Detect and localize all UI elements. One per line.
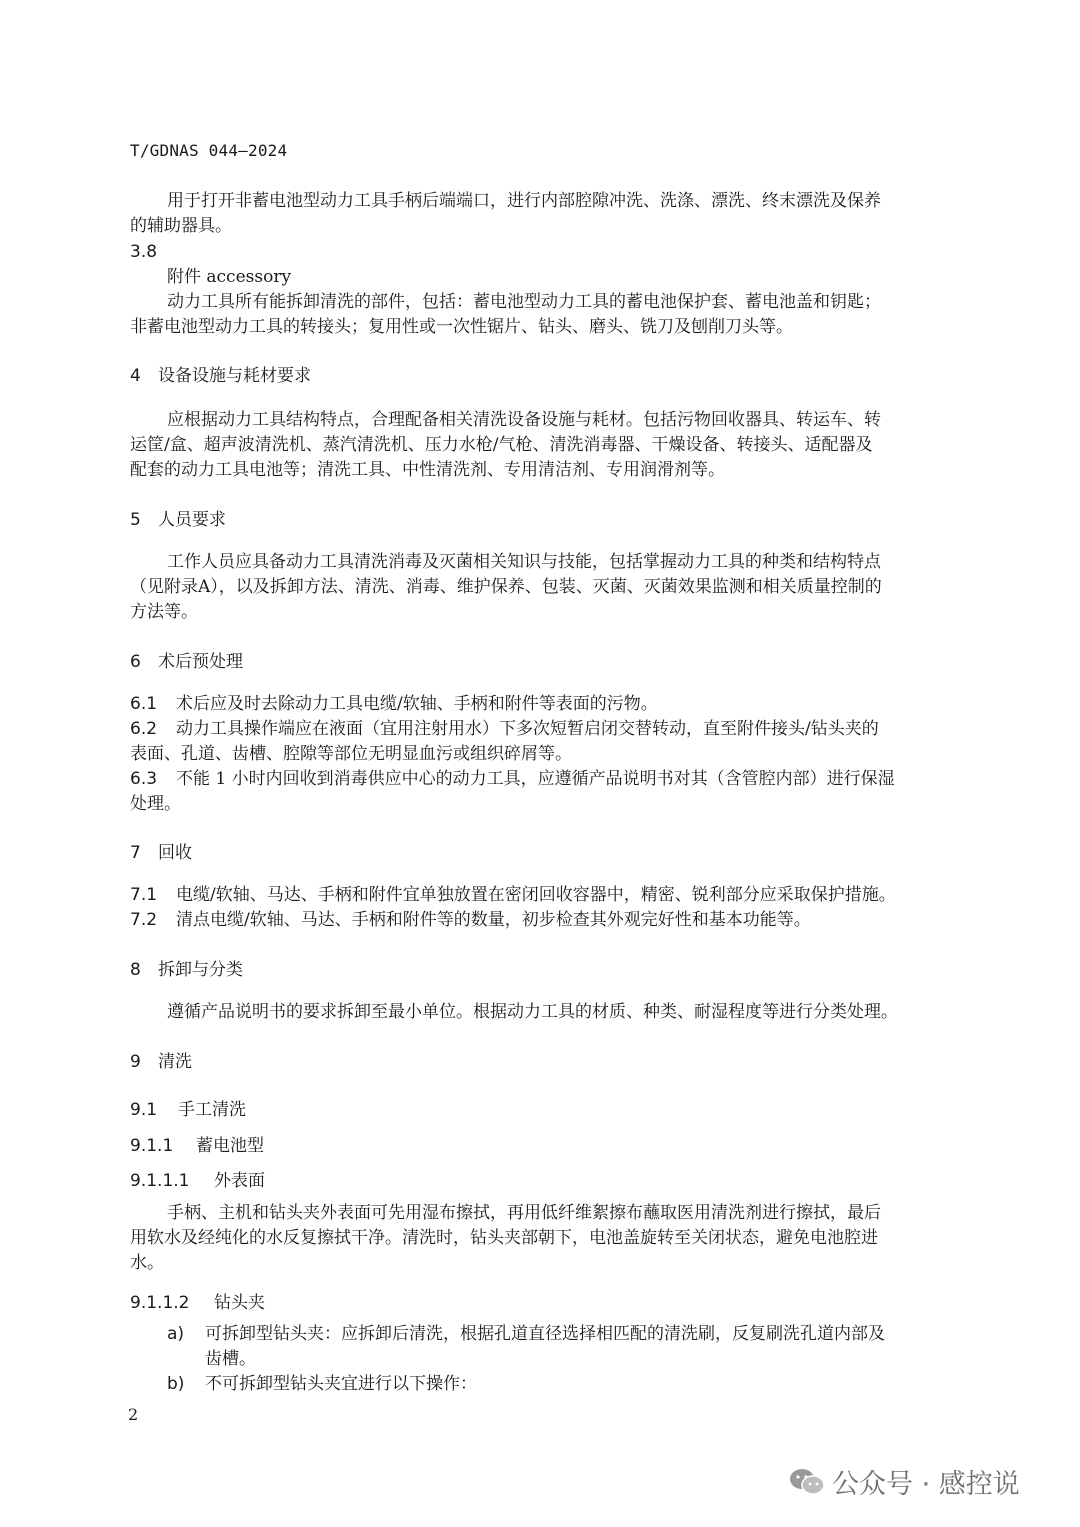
section-title: 清洗 <box>158 1052 192 1072</box>
clause-9-1-1-1-line-2: 用软水及经纯化的水反复擦拭干净。清洗时，钻头夹部朝下，电池盖旋转至关闭状态，避免电池腔进 <box>130 1228 878 1248</box>
list-marker: b) <box>167 1374 185 1394</box>
section-8-line-1: 遵循产品说明书的要求拆卸至最小单位。根据动力工具的材质、种类、耐湿程度等进行分类处理。 <box>167 1002 898 1022</box>
clause-9-1-1-1-line-3: 水。 <box>130 1253 164 1273</box>
intro-line-2: 的辅助器具。 <box>130 216 232 236</box>
wechat-icon <box>788 1466 826 1498</box>
section-5-line-2: （见附录A），以及拆卸方法、清洗、消毒、维护保养、包装、灭菌、灭菌效果监测和相关质量控制的 <box>130 577 882 597</box>
list-item-a <box>167 1322 885 1347</box>
section-6-heading <box>130 647 243 672</box>
clause-9-1-heading <box>130 1095 246 1120</box>
clause-number: 9.1.1 <box>130 1136 174 1156</box>
clause-3-8-number: 3.8 <box>130 242 158 262</box>
clause-6-2 <box>130 717 879 742</box>
clause-6-1 <box>130 692 658 717</box>
clause-number: 7.2 <box>130 910 158 930</box>
clause-text: 动力工具操作端应在液面（宜用注射用水）下多次短暂启闭交替转动，直至附件接头/钻头夹的 <box>176 719 879 739</box>
section-number: 8 <box>130 960 141 980</box>
clause-7-1 <box>130 883 896 908</box>
section-number: 4 <box>130 366 141 386</box>
section-number: 7 <box>130 843 141 863</box>
clause-3-8-line-1: 动力工具所有能拆卸清洗的部件，包括：蓄电池型动力工具的蓄电池保护套、蓄电池盖和钥匙； <box>167 292 881 312</box>
clause-9-1-1-heading <box>130 1131 264 1156</box>
clause-6-3 <box>130 767 895 792</box>
clause-number: 6.3 <box>130 769 158 789</box>
list-item-a-line-2: 齿槽。 <box>205 1349 256 1369</box>
section-9-heading <box>130 1047 192 1072</box>
section-4-line-1: 应根据动力工具结构特点，合理配备相关清洗设备设施与耗材。包括污物回收器具、转运车、转 <box>167 410 881 430</box>
section-4-line-2: 运筐/盒、超声波清洗机、蒸汽清洗机、压力水枪/气枪、清洗消毒器、干燥设备、转接头、适配器及 <box>130 435 873 455</box>
clause-9-1-1-1-heading <box>130 1166 265 1191</box>
list-marker: a) <box>167 1324 185 1344</box>
clause-3-8-term: 附件 accessory <box>167 267 292 287</box>
section-7-heading <box>130 838 192 863</box>
watermark <box>788 1462 1020 1501</box>
section-8-heading <box>130 955 243 980</box>
section-4-heading <box>130 361 311 386</box>
page-number: 2 <box>128 1405 139 1424</box>
section-5-heading <box>130 505 226 530</box>
intro-line-1: 用于打开非蓄电池型动力工具手柄后端端口，进行内部腔隙冲洗、洗涤、漂洗、终末漂洗及保养 <box>167 191 881 211</box>
clause-title: 钻头夹 <box>214 1293 265 1313</box>
clause-text: 清点电缆/软轴、马达、手柄和附件等的数量，初步检查其外观完好性和基本功能等。 <box>176 910 811 930</box>
list-text: 不可拆卸型钻头夹宜进行以下操作： <box>205 1374 477 1394</box>
list-text: 可拆卸型钻头夹：应拆卸后清洗，根据孔道直径选择相匹配的清洗刷，反复刷洗孔道内部及 <box>205 1324 885 1344</box>
section-title: 人员要求 <box>158 510 226 530</box>
section-4-line-3: 配套的动力工具电池等；清洗工具、中性清洗剂、专用清洁剂、专用润滑剂等。 <box>130 460 725 480</box>
section-5-line-1: 工作人员应具备动力工具清洗消毒及灭菌相关知识与技能，包括掌握动力工具的种类和结构特点 <box>167 552 881 572</box>
clause-number: 6.2 <box>130 719 158 739</box>
clause-9-1-1-2-heading <box>130 1288 265 1313</box>
clause-number: 9.1.1.1 <box>130 1171 190 1191</box>
clause-number: 9.1.1.2 <box>130 1293 190 1313</box>
list-item-b <box>167 1372 477 1397</box>
clause-6-2-line-2: 表面、孔道、齿槽、腔隙等部位无明显血污或组织碎屑等。 <box>130 744 572 764</box>
clause-number: 9.1 <box>130 1100 158 1120</box>
clause-title: 蓄电池型 <box>196 1136 264 1156</box>
section-title: 术后预处理 <box>158 652 243 672</box>
clause-text: 术后应及时去除动力工具电缆/软轴、手柄和附件等表面的污物。 <box>176 694 658 714</box>
section-number: 6 <box>130 652 141 672</box>
clause-9-1-1-1-line-1: 手柄、主机和钻头夹外表面可先用湿布擦拭，再用低纤维絮擦布蘸取医用清洗剂进行擦拭，最后 <box>167 1203 881 1223</box>
clause-number: 6.1 <box>130 694 158 714</box>
document-id: T/GDNAS 044—2024 <box>130 141 288 160</box>
clause-7-2 <box>130 908 811 933</box>
clause-3-8-line-2: 非蓄电池型动力工具的转接头；复用性或一次性锯片、钻头、磨头、铣刀及刨削刀头等。 <box>130 317 793 337</box>
section-number: 9 <box>130 1052 141 1072</box>
clause-number: 7.1 <box>130 885 158 905</box>
section-title: 回收 <box>158 843 192 863</box>
section-title: 拆卸与分类 <box>158 960 243 980</box>
clause-title: 手工清洗 <box>178 1100 246 1120</box>
clause-text: 电缆/软轴、马达、手柄和附件宜单独放置在密闭回收容器中，精密、锐利部分应采取保护措施。 <box>176 885 896 905</box>
section-title: 设备设施与耗材要求 <box>158 366 311 386</box>
clause-text: 不能 1 小时内回收到消毒供应中心的动力工具，应遵循产品说明书对其（含管腔内部）进行保湿 <box>176 769 895 789</box>
clause-title: 外表面 <box>214 1171 265 1191</box>
section-5-line-3: 方法等。 <box>130 602 198 622</box>
clause-6-3-line-2: 处理。 <box>130 794 181 814</box>
watermark-text: 公众号 · 感控说 <box>832 1469 1020 1500</box>
section-number: 5 <box>130 510 141 530</box>
